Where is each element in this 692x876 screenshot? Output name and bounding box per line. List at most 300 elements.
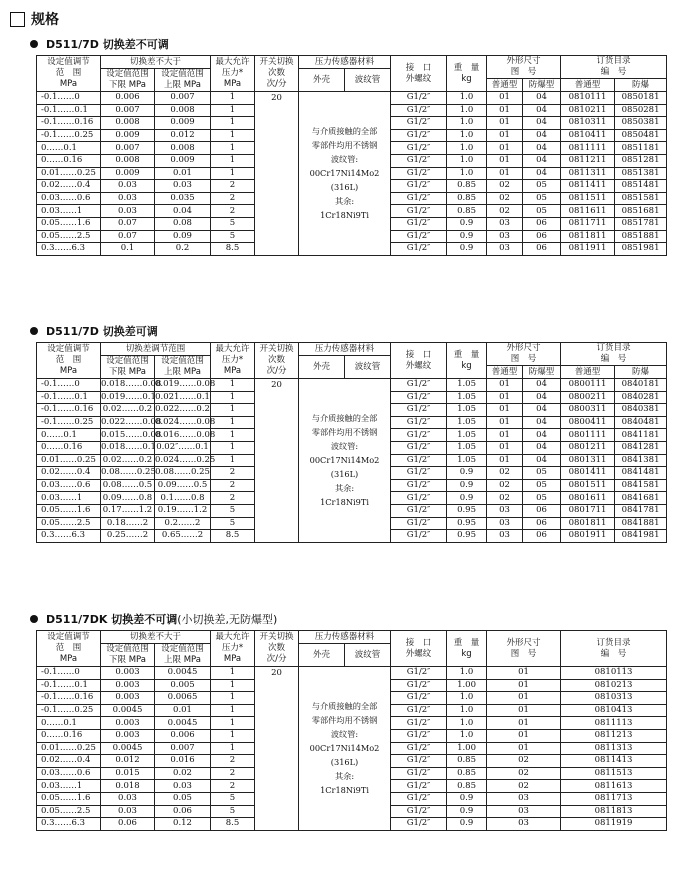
cell-diff-low: 0.18……2 — [101, 517, 155, 530]
cell-dims-normal: 01 — [487, 142, 523, 155]
cell-material — [299, 379, 391, 543]
header-port — [391, 631, 447, 667]
cell-weight: 1.05 — [447, 429, 487, 442]
cell-diff-low: 0.02……0.2 — [101, 454, 155, 467]
cell-order-ex: 0841381 — [615, 454, 667, 467]
header-diff-low — [101, 356, 155, 379]
cell-dims-ex: 04 — [523, 117, 561, 130]
cell-dims-ex: 04 — [523, 379, 561, 392]
cell-line: 与介质接触的全部 — [311, 126, 378, 137]
cell-max-pressure: 2 — [211, 767, 255, 780]
cell-line: 接 口 — [405, 637, 432, 648]
cell-order-ex: 0850481 — [615, 129, 667, 142]
cell-dims-ex: 06 — [523, 217, 561, 230]
cell-port: G1/2″ — [391, 504, 447, 517]
cell-dims-normal: 01 — [487, 92, 523, 105]
cell-dims: 02 — [487, 755, 561, 768]
header-dims — [487, 343, 561, 366]
cell-max-pressure: 1 — [211, 742, 255, 755]
section-title — [30, 611, 277, 627]
cell-dims: 01 — [487, 692, 561, 705]
cell-diff-high: 0.02″……0.1 — [156, 442, 209, 453]
cell-diff-high: 0.022……0.2 — [155, 404, 210, 415]
cell-diff-high: 0.09 — [155, 230, 211, 243]
cell-line: 上限 MPa — [164, 655, 201, 665]
cell-line: 次数 — [268, 643, 286, 653]
cell-order-ex: 0851181 — [615, 142, 667, 155]
cell-order: 0810113 — [561, 667, 667, 680]
cell-diff-low: 0.08……0.25 — [101, 467, 156, 478]
cell-order-normal: 0800411 — [561, 416, 615, 429]
cell-order-ex: 0841481 — [615, 467, 667, 480]
cell-dims-ex: 05 — [523, 492, 561, 505]
header-order — [561, 343, 667, 366]
cell-line: 开关切换 — [259, 344, 294, 354]
cell-range: 0.01……0.25 — [37, 167, 101, 180]
cell-order: 0811813 — [561, 805, 667, 818]
cell-weight: 1.05 — [447, 379, 487, 392]
cell-line: 压力* — [221, 643, 244, 653]
cell-order-normal: 0811811 — [561, 230, 615, 243]
cell-line: MPa — [59, 654, 78, 664]
cell-port: G1/2″ — [391, 379, 447, 392]
cell-order: 0811413 — [561, 755, 667, 768]
cell-dims-ex: 04 — [523, 391, 561, 404]
cell-max-pressure: 1 — [211, 391, 255, 404]
cell-line: MPa — [223, 79, 242, 89]
cell-range: 0.05……2.5 — [37, 805, 101, 818]
cell-range: 0.03……0.6 — [37, 767, 101, 780]
cell-line: 外螺纹 — [405, 360, 432, 371]
cell-line: 开关切换 — [259, 57, 294, 67]
cell-diff-high: 0.019……0.08 — [155, 379, 216, 390]
cell-range: 0……0.16 — [37, 441, 101, 454]
cell-port: G1/2″ — [391, 180, 447, 193]
cell-diff-low: 0.008 — [101, 117, 155, 130]
cell-line: 接 口 — [405, 349, 432, 360]
bullet-icon — [30, 327, 38, 335]
cell-max-pressure: 1 — [211, 129, 255, 142]
cell-line: 1Cr18Ni9Ti — [320, 210, 369, 221]
cell-dims-ex: 04 — [523, 129, 561, 142]
cell-order-normal: 0810411 — [561, 129, 615, 142]
cell-order-normal: 0801411 — [561, 467, 615, 480]
spec-table-d511-7d-adjustable — [36, 342, 667, 543]
cell-line: (316L) — [330, 469, 359, 480]
cell-line: 00Cr17Ni14Mo2 — [309, 455, 380, 466]
cell-diff-low: 0.022……0.08 — [101, 417, 162, 428]
table-row — [37, 379, 667, 392]
cell-weight: 1.0 — [447, 154, 487, 167]
cell-port: G1/2″ — [391, 205, 447, 218]
cell-weight: 1.05 — [447, 454, 487, 467]
cell-order-ex: 0850381 — [615, 117, 667, 130]
header-port — [391, 343, 447, 379]
cell-line: kg — [461, 360, 472, 371]
cell-range: 0.02……0.4 — [37, 467, 101, 480]
cell-diff-high: 0.008 — [155, 104, 211, 117]
cell-range: 0.02……0.4 — [37, 180, 101, 193]
cell-port: G1/2″ — [391, 404, 447, 417]
cell-material — [299, 667, 391, 831]
cell-max-pressure: 2 — [211, 180, 255, 193]
cell-dims-ex: 05 — [523, 479, 561, 492]
cell-port: G1/2″ — [391, 441, 447, 454]
cell-diff-low: 0.003 — [101, 692, 155, 705]
section-title — [30, 323, 158, 339]
cell-line: 最大允许 — [215, 57, 250, 67]
cell-order: 0811613 — [561, 780, 667, 793]
header-frequency — [255, 631, 299, 667]
cell-dims: 01 — [487, 717, 561, 730]
cell-line: MPa — [59, 79, 78, 89]
cell-diff-high: 0.005 — [155, 679, 211, 692]
header-mat-bellows: 波纹管 — [345, 644, 391, 667]
cell-line: 次/分 — [266, 366, 287, 376]
cell-line: 图 号 — [510, 67, 537, 77]
cell-range: -0.1……0.25 — [37, 129, 101, 142]
header-mat-bellows: 波纹管 — [345, 69, 391, 92]
cell-line: 波纹管: — [330, 441, 359, 452]
cell-line: kg — [461, 73, 472, 84]
cell-line: (316L) — [330, 757, 359, 768]
cell-max-pressure: 1 — [211, 167, 255, 180]
cell-diff-high: 0.2……2 — [155, 517, 211, 530]
cell-weight: 1.0 — [447, 717, 487, 730]
header-dims-ex: 防爆型 — [523, 366, 561, 379]
cell-range: 0.03……0.6 — [37, 479, 101, 492]
cell-diff-high: 0.12 — [155, 818, 211, 831]
cell-port: G1/2″ — [391, 92, 447, 105]
cell-line: 开关切换 — [259, 632, 294, 642]
header-order-normal: 普通型 — [561, 366, 615, 379]
spec-table-d511-7d-fixed — [36, 55, 667, 256]
cell-port: G1/2″ — [391, 217, 447, 230]
header-dims-normal: 普通型 — [487, 79, 523, 92]
cell-order-normal: 0810311 — [561, 117, 615, 130]
cell-diff-low: 0.018 — [101, 780, 155, 793]
cell-line: 次/分 — [266, 654, 287, 664]
cell-dims: 03 — [487, 818, 561, 831]
cell-line: 最大允许 — [215, 344, 250, 354]
cell-diff-high: 0.012 — [155, 129, 211, 142]
cell-line: 设定值调节 — [47, 57, 90, 67]
cell-weight: 1.0 — [447, 92, 487, 105]
cell-port: G1/2″ — [391, 117, 447, 130]
cell-diff-low: 0.0045 — [101, 742, 155, 755]
cell-dims: 01 — [487, 679, 561, 692]
cell-dims-ex: 04 — [523, 454, 561, 467]
cell-max-pressure: 1 — [211, 679, 255, 692]
cell-line: 订货目录 — [596, 637, 631, 648]
cell-weight: 1.05 — [447, 416, 487, 429]
cell-line: 设定值范围 — [106, 69, 149, 79]
cell-order-normal: 0801711 — [561, 504, 615, 517]
cell-range: 0……0.16 — [37, 729, 101, 742]
cell-range: -0.1……0.1 — [37, 679, 101, 692]
cell-dims-normal: 03 — [487, 530, 523, 543]
cell-line: 重 量 — [453, 349, 480, 360]
cell-range: 0.05……1.6 — [37, 504, 101, 517]
cell-weight: 1.0 — [447, 167, 487, 180]
cell-range: -0.1……0.1 — [37, 104, 101, 117]
section-subtitle: (小切换差,无防爆型) — [177, 613, 278, 626]
cell-dims: 03 — [487, 792, 561, 805]
cell-port: G1/2″ — [391, 104, 447, 117]
cell-line: 1Cr18Ni9Ti — [320, 785, 369, 796]
header-range — [37, 631, 101, 667]
cell-line: 次数 — [268, 355, 286, 365]
cell-order-normal: 0801811 — [561, 517, 615, 530]
cell-line: 编 号 — [600, 354, 627, 364]
cell-weight: 0.85 — [447, 205, 487, 218]
cell-order-ex: 0840481 — [615, 416, 667, 429]
cell-range: 0.01……0.25 — [37, 454, 101, 467]
header-weight — [447, 56, 487, 92]
cell-frequency: 20 — [255, 92, 299, 256]
cell-max-pressure: 2 — [211, 780, 255, 793]
page-title — [10, 8, 59, 30]
cell-diff-high: 0.007 — [155, 742, 211, 755]
cell-port: G1/2″ — [391, 129, 447, 142]
cell-range: 0.03……0.6 — [37, 192, 101, 205]
header-diff: 切换差不大于 — [101, 56, 211, 69]
cell-max-pressure: 1 — [211, 429, 255, 442]
cell-dims-normal: 02 — [487, 180, 523, 193]
cell-weight: 1.00 — [447, 679, 487, 692]
cell-diff-low: 0.02……0.2 — [101, 404, 155, 417]
cell-diff-low: 0.09……0.8 — [101, 492, 155, 505]
header-mat-shell: 外壳 — [299, 69, 345, 92]
cell-order-ex: 0851381 — [615, 167, 667, 180]
cell-weight: 0.9 — [447, 467, 487, 480]
cell-port: G1/2″ — [391, 230, 447, 243]
cell-max-pressure: 1 — [211, 104, 255, 117]
cell-line: 其余: — [334, 771, 355, 782]
section-title-text: D511/7D 切换差不可调 — [46, 38, 169, 51]
header-order-normal: 普通型 — [561, 79, 615, 92]
cell-diff-high: 0.19……1.2 — [155, 504, 211, 517]
cell-range: -0.1……0 — [37, 667, 101, 680]
header-dims — [487, 631, 561, 667]
cell-diff-low: 0.015……0.08 — [101, 429, 162, 440]
cell-weight: 0.9 — [447, 217, 487, 230]
cell-range: 0.05……2.5 — [37, 517, 101, 530]
header-dims — [487, 56, 561, 79]
cell-order-ex: 0851281 — [615, 154, 667, 167]
cell-order-normal: 0801511 — [561, 479, 615, 492]
cell-line: 设定值范围 — [106, 356, 149, 366]
cell-port: G1/2″ — [391, 679, 447, 692]
cell-port: G1/2″ — [391, 467, 447, 480]
cell-max-pressure: 2 — [211, 479, 255, 492]
cell-diff-high: 0.03 — [155, 780, 211, 793]
cell-order-normal: 0811111 — [561, 142, 615, 155]
cell-line: 图 号 — [510, 648, 537, 659]
cell-dims-ex: 04 — [523, 167, 561, 180]
cell-max-pressure: 1 — [211, 704, 255, 717]
header-frequency — [255, 343, 299, 379]
cell-order-ex: 0841781 — [615, 504, 667, 517]
cell-diff-high: 0.016 — [155, 755, 211, 768]
cell-dims-normal: 02 — [487, 467, 523, 480]
cell-dims-normal: 03 — [487, 517, 523, 530]
cell-line: 重 量 — [453, 637, 480, 648]
cell-port: G1/2″ — [391, 729, 447, 742]
cell-dims: 03 — [487, 805, 561, 818]
cell-weight: 0.9 — [447, 818, 487, 831]
cell-order-normal: 0801311 — [561, 454, 615, 467]
cell-max-pressure: 8.5 — [211, 530, 255, 543]
header-weight — [447, 631, 487, 667]
cell-dims-normal: 01 — [487, 454, 523, 467]
cell-order-normal: 0810111 — [561, 92, 615, 105]
cell-diff-high: 0.009 — [155, 154, 211, 167]
cell-dims-normal: 01 — [487, 154, 523, 167]
cell-diff-high: 0.024……0.25 — [155, 454, 216, 465]
cell-dims-ex: 04 — [523, 404, 561, 417]
cell-line: 外形尺寸 — [506, 637, 541, 648]
checkbox-icon — [10, 12, 25, 27]
header-dims-normal: 普通型 — [487, 366, 523, 379]
cell-order: 0811113 — [561, 717, 667, 730]
cell-dims-normal: 02 — [487, 192, 523, 205]
header-mat-bellows: 波纹管 — [345, 356, 391, 379]
cell-port: G1/2″ — [391, 805, 447, 818]
spec-table-d511-7dk — [36, 630, 667, 831]
cell-line: 00Cr17Ni14Mo2 — [309, 743, 380, 754]
cell-port: G1/2″ — [391, 818, 447, 831]
cell-dims-normal: 01 — [487, 429, 523, 442]
cell-max-pressure: 8.5 — [211, 243, 255, 256]
cell-diff-high: 0.01 — [155, 704, 211, 717]
cell-dims-normal: 01 — [487, 441, 523, 454]
cell-line: 外形尺寸 — [506, 343, 541, 353]
cell-dims-ex: 05 — [523, 192, 561, 205]
cell-dims-normal: 01 — [487, 379, 523, 392]
cell-line: 下限 MPa — [109, 367, 146, 377]
cell-line: 与介质接触的全部 — [311, 413, 378, 424]
cell-order-ex: 0841981 — [615, 530, 667, 543]
cell-order: 0811513 — [561, 767, 667, 780]
cell-max-pressure: 1 — [211, 154, 255, 167]
header-diff-low — [101, 644, 155, 667]
cell-order-ex: 0841681 — [615, 492, 667, 505]
cell-dims-normal: 02 — [487, 479, 523, 492]
cell-line: kg — [461, 648, 472, 659]
header-diff: 切换差调节范围 — [101, 343, 211, 356]
cell-dims-ex: 06 — [523, 243, 561, 256]
header-max-pressure — [211, 343, 255, 379]
cell-weight: 0.95 — [447, 517, 487, 530]
cell-range: 0……0.1 — [37, 717, 101, 730]
header-diff-low — [101, 69, 155, 92]
cell-diff-low: 0.17……1.2 — [101, 504, 155, 517]
cell-line: 图 号 — [510, 354, 537, 364]
cell-line: 设定值调节 — [47, 344, 90, 354]
cell-range: 0.05……1.6 — [37, 792, 101, 805]
cell-max-pressure: 8.5 — [211, 818, 255, 831]
cell-weight: 0.9 — [447, 492, 487, 505]
cell-range: 0.01……0.25 — [37, 742, 101, 755]
header-order — [561, 56, 667, 79]
cell-line: 零部件均用不锈钢 — [311, 140, 378, 151]
cell-line: 零部件均用不锈钢 — [311, 427, 378, 438]
cell-line: 零部件均用不锈钢 — [311, 715, 378, 726]
cell-order-normal: 0811211 — [561, 154, 615, 167]
cell-diff-low: 0.06 — [101, 818, 155, 831]
cell-diff-high: 0.035 — [155, 192, 211, 205]
cell-diff-low: 0.03 — [101, 792, 155, 805]
cell-order-ex: 0851881 — [615, 230, 667, 243]
header-material: 压力传感器材料 — [299, 631, 391, 644]
cell-max-pressure: 5 — [211, 230, 255, 243]
cell-diff-low: 0.03 — [101, 192, 155, 205]
cell-range: 0.3……6.3 — [37, 243, 101, 256]
cell-diff-high: 0.2 — [155, 243, 211, 256]
cell-port: G1/2″ — [391, 717, 447, 730]
cell-line: 外形尺寸 — [506, 56, 541, 66]
cell-diff-low: 0.08……0.5 — [101, 479, 155, 492]
cell-dims-normal: 01 — [487, 404, 523, 417]
cell-max-pressure: 5 — [211, 805, 255, 818]
cell-max-pressure: 1 — [211, 92, 255, 105]
cell-line: 外螺纹 — [405, 73, 432, 84]
cell-line: 重 量 — [453, 62, 480, 73]
cell-diff-high: 0.0045 — [155, 717, 211, 730]
cell-order-normal: 0811511 — [561, 192, 615, 205]
cell-order-normal: 0810211 — [561, 104, 615, 117]
cell-diff-low: 0.006 — [101, 92, 155, 105]
cell-port: G1/2″ — [391, 142, 447, 155]
cell-max-pressure: 1 — [211, 717, 255, 730]
cell-range: -0.1……0.16 — [37, 692, 101, 705]
cell-diff-low: 0.008 — [101, 154, 155, 167]
cell-dims-ex: 05 — [523, 205, 561, 218]
cell-max-pressure: 1 — [211, 117, 255, 130]
cell-diff-high: 0.0065 — [155, 692, 211, 705]
cell-range: 0.02……0.4 — [37, 755, 101, 768]
header-diff-high — [155, 356, 211, 379]
cell-dims: 01 — [487, 742, 561, 755]
cell-dims-normal: 02 — [487, 205, 523, 218]
header-mat-shell: 外壳 — [299, 356, 345, 379]
cell-diff-low: 0.25……2 — [101, 530, 155, 543]
cell-port: G1/2″ — [391, 767, 447, 780]
cell-diff-high: 0.03 — [155, 180, 211, 193]
cell-order-ex: 0850281 — [615, 104, 667, 117]
cell-weight: 1.0 — [447, 667, 487, 680]
cell-line: 编 号 — [600, 648, 627, 659]
cell-line: 范 围 — [55, 355, 82, 365]
cell-diff-low: 0.07 — [101, 230, 155, 243]
cell-order-normal: 0811711 — [561, 217, 615, 230]
cell-diff-low: 0.003 — [101, 667, 155, 680]
cell-order-ex: 0851781 — [615, 217, 667, 230]
cell-diff-low: 0.018……0.1 — [101, 442, 156, 453]
header-material: 压力传感器材料 — [299, 56, 391, 69]
cell-max-pressure: 1 — [211, 379, 255, 392]
cell-dims-ex: 05 — [523, 467, 561, 480]
cell-line: 最大允许 — [215, 632, 250, 642]
cell-range: -0.1……0.25 — [37, 704, 101, 717]
cell-order-ex: 0840381 — [615, 404, 667, 417]
cell-dims: 02 — [487, 767, 561, 780]
cell-port: G1/2″ — [391, 167, 447, 180]
cell-order: 0811213 — [561, 729, 667, 742]
cell-dims-normal: 01 — [487, 117, 523, 130]
cell-line: 其余: — [334, 483, 355, 494]
